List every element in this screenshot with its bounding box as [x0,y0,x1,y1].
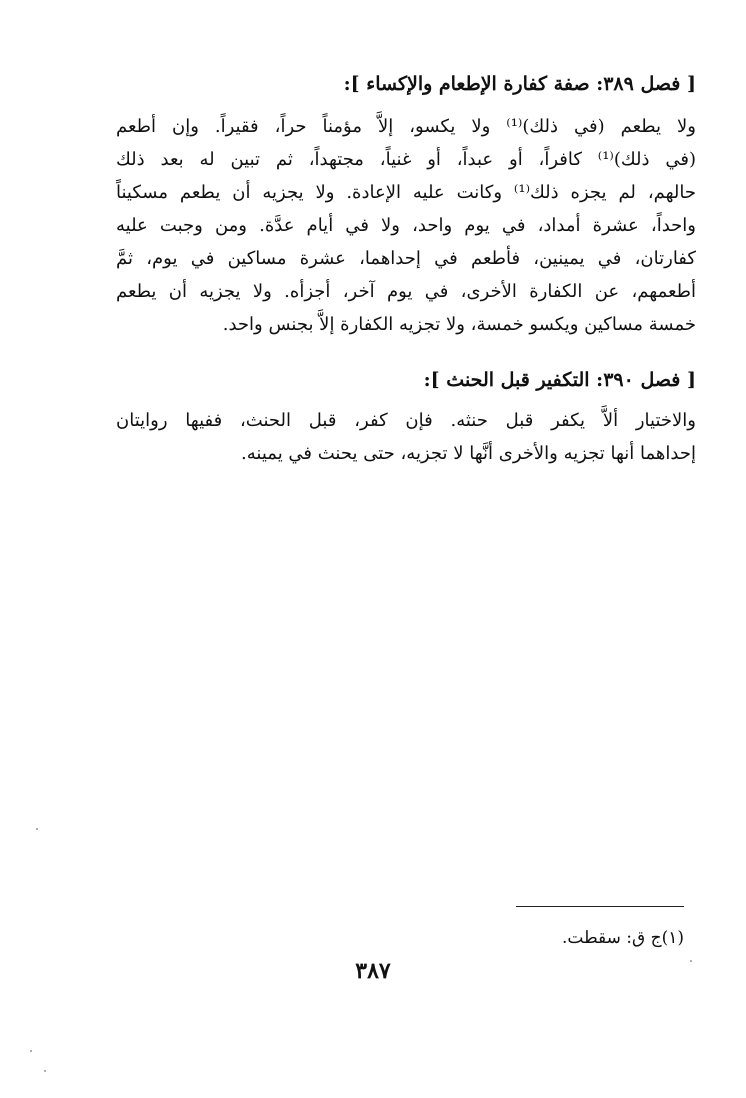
paragraph-line: إحداهما أنها تجزيه والأخرى أنَّها لا تجزيه، حتى يحنث في يمينه. [241,443,696,464]
paragraph-line: واحداً، عشرة أمداد، في يوم واحد، ولا في أيام عدَّة. ومن وجبت عليه [116,215,696,236]
paragraph-line: كفارتان، في يمينين، فأطعم في إحداهما، عشرة مساكين في يوم، ثمَّ [116,248,696,269]
footnote: (١)ج ق: سقطت. [562,928,684,948]
paragraph-line: حالهم، لم يجزه ذلك⁽¹⁾ وكانت عليه الإعادة. ولا يجزيه أن يطعم مسكيناً [116,182,696,203]
section-390-heading: [ فصل ٣٩٠: التكفير قبل الحنث ]: [423,369,696,391]
scan-speck [30,1050,32,1052]
paragraph-line: (في ذلك)⁽¹⁾ كافراً، أو عبداً، أو غنياً، مجتهداً، ثم تبين له بعد ذلك [116,149,697,170]
scan-speck [690,960,692,962]
paragraph-line: ولا يطعم (في ذلك)⁽¹⁾ ولا يكسو، إلاَّ مؤمناً حراً، فقيراً. وإن أطعم [116,116,696,137]
scan-speck [36,828,38,830]
paragraph-line: أطعمهم، عن الكفارة الأخرى، في يوم آخر، أجزأه. ولا يجزيه أن يطعم [116,281,696,302]
footnote-divider [516,906,684,907]
section-389-paragraph [116,110,696,341]
page-number: ٣٨٧ [355,958,391,984]
section-390-paragraph [116,404,696,470]
section-389-heading: [ فصل ٣٨٩: صفة كفارة الإطعام والإكساء ]: [343,73,696,95]
paragraph-line: والاختيار ألاَّ يكفر قبل حنثه. فإن كفر، قبل الحنث، ففيها روايتان [116,410,696,431]
paragraph-line: خمسة مساكين ويكسو خمسة، ولا تجزيه الكفارة إلاَّ بجنس واحد. [222,314,696,335]
scan-speck [44,1070,46,1072]
